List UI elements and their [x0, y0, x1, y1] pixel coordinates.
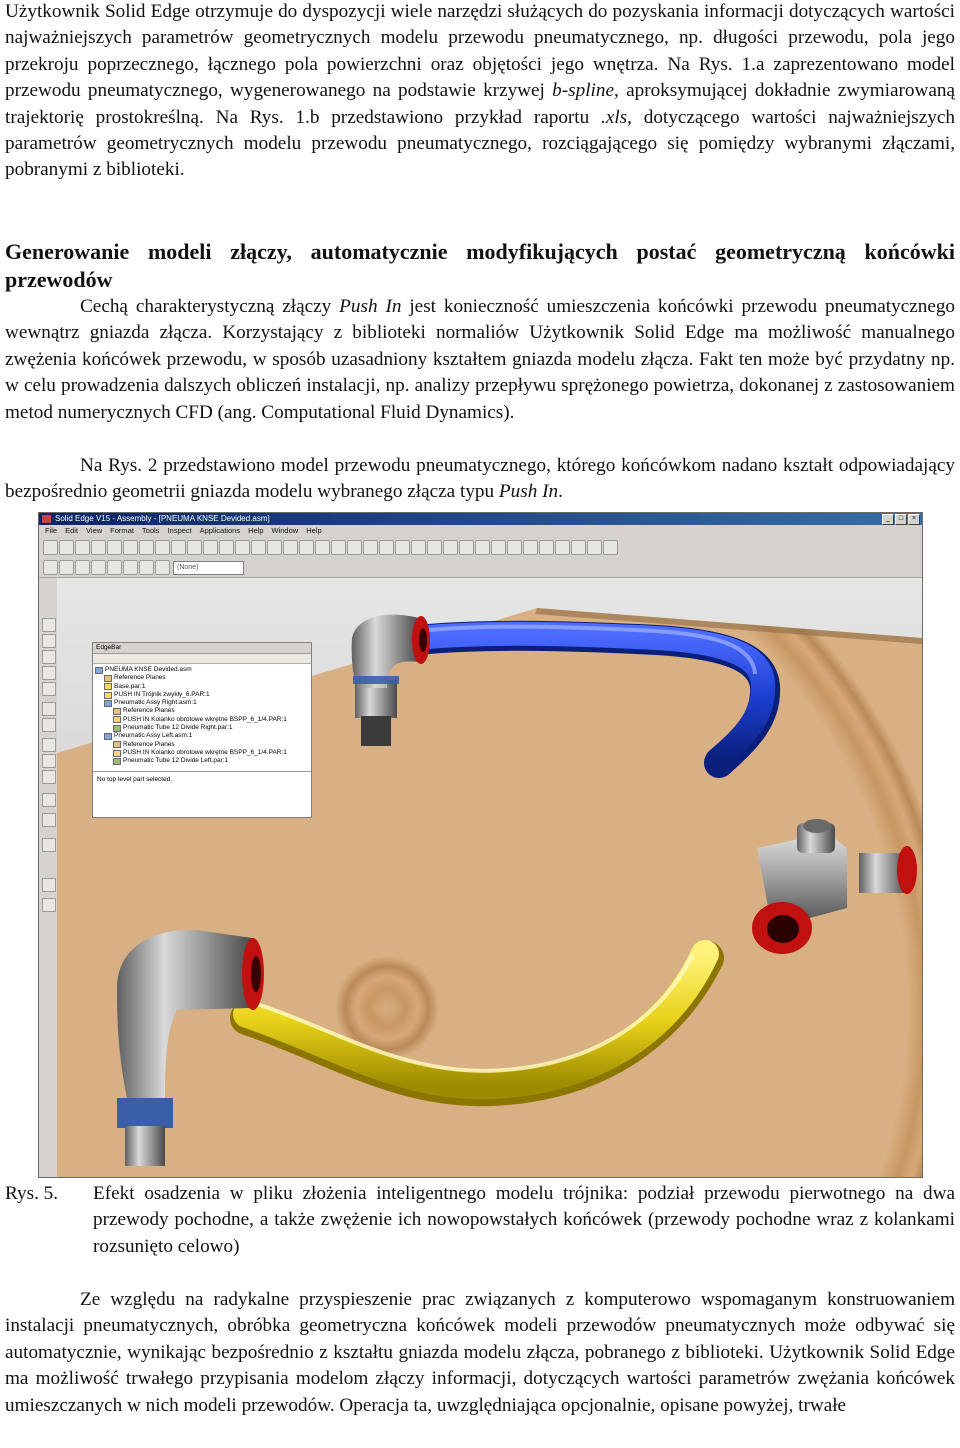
- tree-item[interactable]: [95, 716, 309, 724]
- assembly-tree: [93, 664, 311, 768]
- tree-item[interactable]: [95, 666, 309, 674]
- command-button[interactable]: [42, 618, 56, 632]
- menu-bar: [39, 525, 922, 537]
- tree-item-label: PUSH IN Trójnik zwykły_6.PAR:1: [114, 690, 210, 698]
- tree-item-label: Pneumatic Assy Left.asm:1: [114, 732, 193, 740]
- toolbar-button[interactable]: [43, 560, 58, 575]
- blue-ring-bottom: [117, 1098, 173, 1128]
- toolbar-button[interactable]: [251, 540, 266, 555]
- tree-item-label: Reference Planes: [114, 674, 166, 682]
- toolbar-button[interactable]: [395, 540, 410, 555]
- figure-caption: [5, 1181, 955, 1260]
- toolbar-button[interactable]: [427, 540, 442, 555]
- red-seal-tee-right: [897, 846, 917, 894]
- tree-item[interactable]: [95, 741, 309, 749]
- menu-view[interactable]: View: [86, 526, 103, 535]
- command-button[interactable]: [42, 666, 56, 680]
- command-button[interactable]: [42, 813, 56, 827]
- tree-item-label: Reference Planes: [123, 707, 175, 715]
- menu-inspect[interactable]: Inspect: [167, 526, 192, 535]
- toolbar-button[interactable]: [139, 560, 154, 575]
- paragraph-figure-ref: Na Rys. 2 przedstawiono model przewodu pneumatycznego, którego końcówkom nadano kształt odpowiadający bezpośrednio geometrii gniazda modelu wybranego złącza typu Push In.: [5, 455, 955, 503]
- toolbar-button[interactable]: [171, 540, 186, 555]
- tree-item-label: PUSH IN Kolanko obrotowe wkrętne BSPP_6_1/4.PAR:1: [123, 748, 287, 756]
- toolbar-button[interactable]: [443, 540, 458, 555]
- toolbar-button[interactable]: [155, 540, 170, 555]
- command-button[interactable]: [42, 898, 56, 912]
- solid-edge-screenshot: [38, 512, 923, 1178]
- edgebar-status: No top level part selected.: [93, 771, 311, 787]
- tree-item[interactable]: [95, 699, 309, 707]
- toolbar-button[interactable]: [139, 540, 154, 555]
- thread-bottom: [125, 1126, 165, 1166]
- toolbar-button[interactable]: [459, 540, 474, 555]
- toolbar-button[interactable]: [523, 540, 538, 555]
- caption-label: Rys. 5.: [5, 1183, 59, 1204]
- 3d-viewport[interactable]: [57, 578, 922, 1177]
- close-button[interactable]: ×: [908, 514, 920, 525]
- part-icon: [113, 716, 121, 723]
- toolbar-button[interactable]: [107, 540, 122, 555]
- tree-item-label: Pneumatic Tube 12 Divide Left.par:1: [123, 757, 229, 765]
- toolbar-button[interactable]: [107, 560, 122, 575]
- toolbar-button[interactable]: [219, 540, 234, 555]
- toolbar-button[interactable]: [91, 540, 106, 555]
- menu-edit[interactable]: Edit: [65, 526, 79, 535]
- menu-tools[interactable]: Tools: [141, 526, 160, 535]
- toolbar-button[interactable]: [555, 540, 570, 555]
- tree-item-label: Base.par:1: [114, 682, 146, 690]
- plane-icon: [104, 675, 112, 682]
- edgebar-panel: [92, 642, 312, 818]
- toolbar-button[interactable]: [43, 540, 58, 555]
- tree-item-label: PNEUMA KNSE Devided.asm: [105, 666, 192, 673]
- toolbar-button[interactable]: [59, 540, 74, 555]
- toolbar-button[interactable]: [475, 540, 490, 555]
- menu-format[interactable]: Format: [110, 526, 134, 535]
- main-toolbar: [39, 537, 922, 558]
- tree-item[interactable]: [95, 683, 309, 691]
- asm-icon: [104, 733, 112, 740]
- plane-icon: [113, 741, 121, 748]
- part-icon: [104, 683, 112, 690]
- toolbar-button[interactable]: [267, 540, 282, 555]
- command-button[interactable]: [42, 682, 56, 696]
- menu-help-1[interactable]: Help: [248, 526, 264, 535]
- tube-icon: [113, 758, 121, 765]
- caption-text: Efekt osadzenia w pliku złożenia inteligentnego modelu trójnika: podział przewodu pierwotnego na dwa przewody pochodne, a także zwężenie ich nowopowstałych końcówek (przewody pochodne wraz z kolankami rozsunięto celowo): [93, 1183, 955, 1257]
- toolbar-button[interactable]: [75, 560, 90, 575]
- toolbar-button[interactable]: [91, 560, 106, 575]
- toolbar-button[interactable]: [299, 540, 314, 555]
- tree-item[interactable]: [95, 757, 309, 765]
- toolbar-button[interactable]: [283, 540, 298, 555]
- toolbar-button[interactable]: [235, 540, 250, 555]
- toolbar-button[interactable]: [379, 540, 394, 555]
- command-button[interactable]: [42, 770, 56, 784]
- window-controls: [882, 514, 920, 525]
- tree-item-label: Reference Planes: [123, 740, 175, 748]
- menu-window[interactable]: Window: [271, 526, 299, 535]
- toolbar-button[interactable]: [571, 540, 586, 555]
- tree-item-label: Pneumatic Tube 12 Divide Right.par:1: [123, 724, 233, 732]
- tree-item[interactable]: [95, 707, 309, 715]
- menu-file[interactable]: File: [45, 526, 58, 535]
- toolbar-button[interactable]: [507, 540, 522, 555]
- paragraph-intro: Użytkownik Solid Edge otrzymuje do dyspozycji wiele narzędzi służących do pozyskania informacji dotyczących wartości najważniejszych parametrów geometrycznych modelu przewodu pneumatycznego, np. długości przewodu, pola jego przekroju poprzecznego, łącznego pola powierzchni oraz objętości jego wnętrza. Na Rys. 1.a zaprezentowano model przewodu pneumatycznego, wygenerowanego na podstawie krzywej b-spline, aproksymującej dokładnie zwymiarowaną trajektorię prostokreślną. Na Rys. 1.b przedstawiono przykład raportu .xls, dotyczącego wartości najważniejszych parametrów geometrycznych modelu przewodu pneumatycznego, rozciągającego się pomiędzy wybranymi złączami, pobranymi z biblioteki.: [5, 1, 955, 181]
- tree-item-label: PUSH IN Kolanko obrotowe wkrętne BSPP_6_1/4.PAR:1: [123, 715, 287, 723]
- part-icon: [113, 750, 121, 757]
- asm-icon: [95, 667, 103, 674]
- toolbar-button[interactable]: [123, 540, 138, 555]
- tree-item[interactable]: [95, 674, 309, 682]
- plane-icon: [113, 708, 121, 715]
- left-command-bar: [39, 578, 58, 1177]
- style-combo[interactable]: (None): [173, 561, 244, 575]
- command-button[interactable]: [42, 718, 56, 732]
- toolbar-button[interactable]: [587, 540, 602, 555]
- command-button[interactable]: [42, 793, 56, 807]
- tree-item-label: Pneumatic Assy Right.asm:1: [114, 699, 197, 707]
- toolbar-button[interactable]: [75, 540, 90, 555]
- toolbar-button[interactable]: [155, 560, 170, 575]
- command-button[interactable]: [42, 702, 56, 716]
- command-button[interactable]: [42, 634, 56, 648]
- tree-item[interactable]: [95, 724, 309, 732]
- edgebar-title: EdgeBar: [93, 643, 311, 654]
- part-icon: [104, 692, 112, 699]
- toolbar-button[interactable]: [491, 540, 506, 555]
- toolbar-button[interactable]: [187, 540, 202, 555]
- menu-applications[interactable]: Applications: [199, 526, 241, 535]
- tube-icon: [113, 725, 121, 732]
- toolbar-button[interactable]: [203, 540, 218, 555]
- toolbar-button[interactable]: [59, 560, 74, 575]
- tree-item[interactable]: [95, 691, 309, 699]
- toolbar-button[interactable]: [123, 560, 138, 575]
- toolbar-button[interactable]: [315, 540, 330, 555]
- command-button[interactable]: [42, 738, 56, 752]
- toolbar-button[interactable]: [539, 540, 554, 555]
- secondary-toolbar: [39, 557, 922, 578]
- asm-icon: [104, 700, 112, 707]
- toolbar-button[interactable]: [363, 540, 378, 555]
- tree-item[interactable]: [95, 732, 309, 740]
- paragraph-push-in: Cechą charakterystyczną złączy Push In jest konieczność umieszczenia końcówki przewodu pneumatycznego wewnątrz gniazda złącza. Korzystający z biblioteki normaliów Użytkownik Solid Edge ma możliwość manualnego zwężenia końcówek przewodu, w sposób uzasadniony kształtem gniazda modelu złącza. Fakt ten może być przydatny np. w celu prowadzenia dalszych obliczeń instalacji, np. analizy przepływu sprężonego powietrza, dokonanej z zastosowaniem metod numerycznych CFD (ang. Computational Fluid Dynamics).: [5, 296, 956, 423]
- maximize-button[interactable]: □: [895, 514, 907, 525]
- blue-ring-top: [353, 676, 399, 684]
- section-heading: Generowanie modeli złączy, automatycznie modyfikujących postać geometryczną końcówki przewodów: [5, 239, 955, 292]
- command-button[interactable]: [42, 878, 56, 892]
- window-titlebar: [39, 513, 922, 525]
- menu-help-2[interactable]: Help: [306, 526, 322, 535]
- minimize-button[interactable]: _: [882, 514, 894, 525]
- window-title: Solid Edge V15 - Assembly - [PNEUMA KNSE Devided.asm]: [55, 514, 270, 523]
- toolbar-button[interactable]: [603, 540, 618, 555]
- command-button[interactable]: [42, 838, 56, 852]
- command-button[interactable]: [42, 650, 56, 664]
- command-button[interactable]: [42, 754, 56, 768]
- thread-top: [361, 716, 391, 746]
- tree-item[interactable]: [95, 749, 309, 757]
- solid-edge-app-icon: [42, 515, 51, 523]
- toolbar-button[interactable]: [331, 540, 346, 555]
- edgebar-toolbar: [93, 654, 311, 664]
- paragraph-automation: Ze względu na radykalne przyspieszenie prac związanych z komputerowo wspomaganym konstruowaniem instalacji pneumatycznych, obróbka geometryczna końcówek modeli przewodów pneumatycznych może odbywać się automatycznie, wynikając bezpośrednio z kształtu gniazda modelu złącza, pobranego z biblioteki. Użytkownik Solid Edge ma możliwość trwałego przypisania modelom złączy informacji, dotyczących wartości parametrów zwężania końcówek umieszczanych w nich modeli przewodów. Operacja ta, uwzględniająca opcjonalnie, opisane powyżej, trwałe: [5, 1289, 955, 1416]
- toolbar-button[interactable]: [411, 540, 426, 555]
- toolbar-button[interactable]: [347, 540, 362, 555]
